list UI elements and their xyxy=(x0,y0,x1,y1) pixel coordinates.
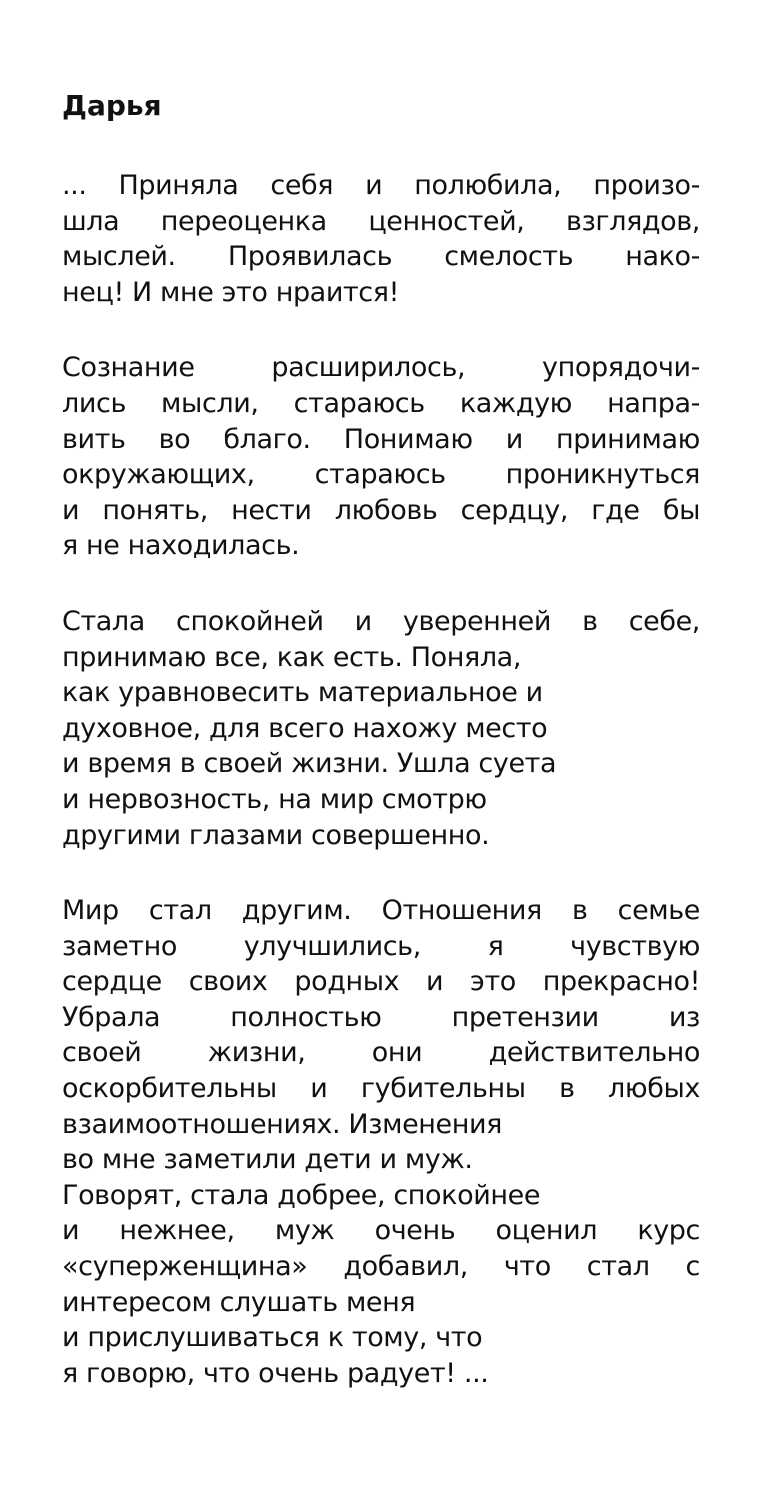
testimonial xyxy=(62,88,700,1431)
text-line: интересом слушать меня xyxy=(62,1286,416,1318)
text-line: я не находилась. xyxy=(62,530,300,562)
author-name: Дарья xyxy=(62,89,162,122)
text-line: взаимоотношениях. Изменения xyxy=(62,1108,503,1140)
text-line: и нежнее, муж очень оценил курс xyxy=(62,1215,700,1247)
text-line: и прислушиваться к тому, что xyxy=(62,1322,483,1354)
text-line: лись мысли, стараюсь каждую напра- xyxy=(62,387,700,419)
text-line: и время в своей жизни. Ушла суета xyxy=(62,748,557,780)
text-line: окружающих, стараюсь проникнуться xyxy=(62,459,700,491)
text-line: как уравновесить материальное и xyxy=(62,677,543,709)
text-line: сердце своих родных и это прекрасно! xyxy=(62,966,700,998)
text-line: и понять, нести любовь сердцу, где бы xyxy=(62,494,700,526)
paragraph xyxy=(62,168,700,310)
text-line: и нервозность, на мир смотрю xyxy=(62,783,487,815)
text-line: духовное, для всего нахожу место xyxy=(62,712,548,744)
text-line: вить во благо. Понимаю и принимаю xyxy=(62,423,700,455)
text-line: оскорбительны и губительны в любых xyxy=(62,1073,700,1105)
text-line: Сознание расширилось, упорядочи- xyxy=(62,352,700,384)
paragraph xyxy=(62,604,700,853)
text-line: своей жизни, они действительно xyxy=(62,1037,700,1069)
text-line: Мир стал другим. Отношения в семье xyxy=(62,895,700,927)
text-line: мыслей. Проявилась смелость нако- xyxy=(62,241,700,273)
paragraph xyxy=(62,350,700,564)
paragraph xyxy=(62,893,700,1391)
text-line: Говорят, стала добрее, спокойнее xyxy=(62,1179,541,1211)
text-line: Стала спокойней и уверенней в себе, xyxy=(62,605,700,637)
text-line: заметно улучшились, я чувствую xyxy=(62,930,700,962)
text-line: другими глазами совершенно. xyxy=(62,819,490,851)
text-line: нец! И мне это нраится! xyxy=(62,276,400,308)
text-line: «суперженщина» добавил, что стал с xyxy=(62,1251,700,1283)
text-line: шла переоценка ценностей, взглядов, xyxy=(62,205,700,237)
text-line: принимаю все, как есть. Поняла, xyxy=(62,641,522,673)
text-line: я говорю, что очень радует! ... xyxy=(62,1357,489,1389)
text-line: во мне заметили дети и муж. xyxy=(62,1144,473,1176)
text-line: Убрала полностью претензии из xyxy=(62,1001,700,1033)
text-line: ... Приняла себя и полюбила, произо- xyxy=(62,170,700,201)
testimonial-body xyxy=(62,168,700,1391)
